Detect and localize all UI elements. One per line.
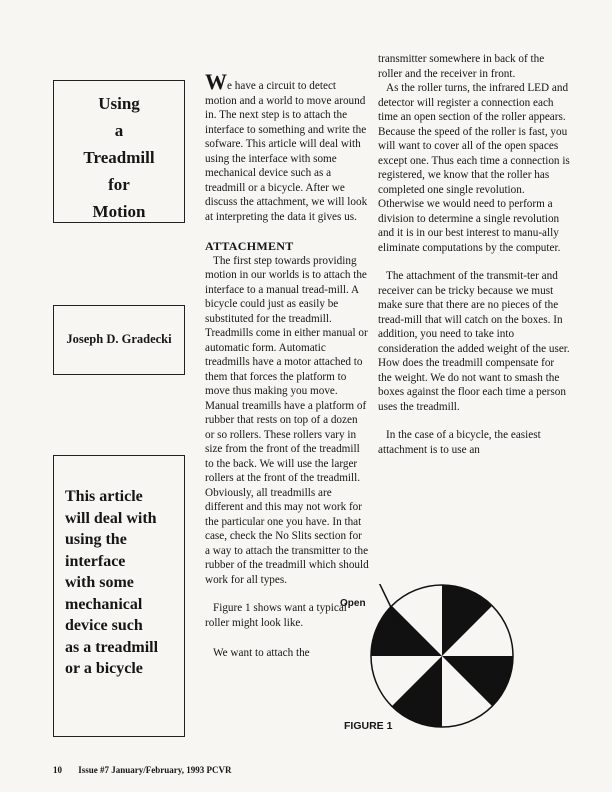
pull-quote-box [53,455,185,737]
author-box [53,305,185,375]
pull-quote-line: mechanical [65,595,143,613]
pull-quote-line: will deal with [65,509,157,527]
roller-slice [442,585,492,656]
intro-paragraph [205,69,369,224]
intro-text: e have a circuit to detect motion and a world to move around in. The next step is to attach the interface to something and write the sofware. This article will deal with using the interface with some mechanical device such as a treadmill or a bicycle. After we discuss the attachment, we will look at interpreting the data it gives us. [205,80,368,223]
pull-quote-line: as a treadmill [65,638,159,656]
article-title [54,90,184,225]
title-line: Treadmill [83,148,155,167]
page-number: 10 [53,765,62,775]
pull-quote-line: with some [65,574,134,591]
title-line: Using [98,94,140,113]
title-line: Motion [92,202,146,221]
body-paragraph: We want to attach the [213,647,310,659]
body-paragraph: The attachment of the transmit-ter and receiver can be tricky because we must make sure that there are no pieces of the tread-mill that will catch on the boxes. In addition, you need to take into consideration the added weight of the user. How does the treadmill compensate for the weight. We do not want to smash the boxes against the floor each time a person uses the treadmill. [378,270,570,413]
body-paragraph: Figure 1 shows want a typical roller might look like. [205,602,347,629]
pull-quote-line: device such [65,617,143,634]
author-name: Joseph D. Gradecki [66,332,172,346]
title-line: a [114,121,124,140]
section-heading: ATTACHMENT [205,239,294,253]
column-middle [205,69,369,661]
title-line: for [108,175,130,194]
pull-quote-line: This article [65,488,143,505]
body-paragraph: The first step towards providing motion in our worlds is to attach the interface to a manual tread-mill. A bicycle could just as easily be substituted for the treadmill. Treadmills come in either manual or automatic form. Automatic treadmills have a motor attached to them that forces the platform to move thus making you move. Manual treamills have a platform of rubber that rests on top of a dozen or so rollers. These rollers vary in size from the front of the treadmill to the back. We will use the larger rollers at the front of the treadmill. Obviously, all treadmills are different and this may not work for the particular one you have. In that case, check the No Slits section for a way to attach the transmitter to the rubber of the treadmill which should work for all types. [205,254,369,586]
issue-info: Issue #7 January/February, 1993 PCVR [78,765,232,775]
roller-figure [370,584,514,728]
figure-caption: FIGURE 1 [344,720,393,732]
body-paragraph: transmitter somewhere in back of the roller and the receiver in front. [378,53,545,80]
roller-slice [371,606,442,656]
drop-cap: W [205,69,227,94]
pull-quote [54,456,184,680]
title-box [53,80,185,223]
pull-quote-line: or a bicycle [65,660,143,677]
roller-slice [392,656,442,727]
roller-slice [442,656,513,706]
body-paragraph: In the case of a bicycle, the easiest attachment is to use an [378,429,541,456]
body-paragraph: As the roller turns, the infrared LED and detector will register a connection each time an open section of the roller appears. Because the speed of the roller is fast, you will want to cover all of the open spaces except one. Thus each time a connection is registered, we know that the roller has completed one single revolution. Otherwise we would need to perform a division to determine a single revolution and it is in our best interest to manu-ally eliminate computations by the computer. [378,82,570,254]
pull-quote-line: interface [65,552,126,570]
column-right [378,52,570,457]
page-footer [53,765,232,775]
pull-quote-line: using the [65,531,127,548]
figure-open-label: Open [340,598,366,609]
